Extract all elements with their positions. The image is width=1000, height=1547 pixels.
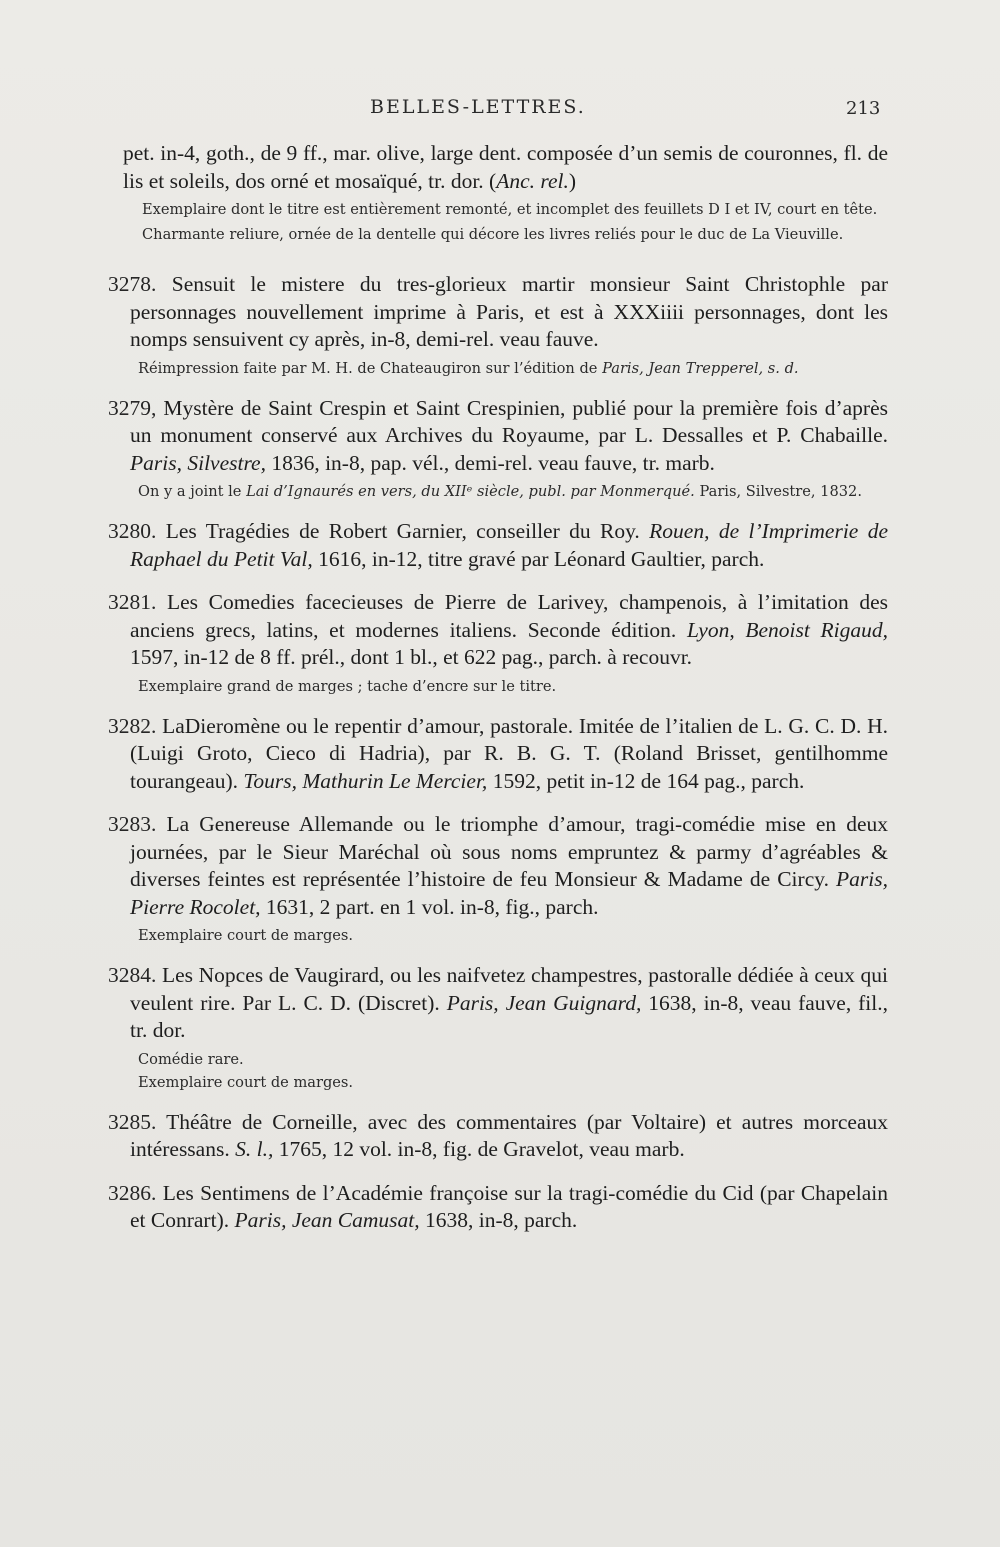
catalogue-entries bbox=[108, 140, 888, 1251]
entry-number: 3279, bbox=[108, 395, 157, 420]
entry-description: 3284. Les Nopces de Vaugirard, ou les naifvetez champestres, pastoralle dédiée à ceux qui veulent rire. Par L. C. D. (Discret). Paris, Jean Guignard, 1638, in-8, veau fauve, fil., tr. dor. bbox=[108, 963, 888, 1042]
entry-number: 3286. bbox=[108, 1180, 157, 1205]
entry-description: 3282. LaDieromène ou le repentir d’amour, pastorale. Imitée de l’italien de L. G. C. D. H. (Luigi Groto, Cieco di Hadria), par R. B. G. T. (Roland Brisset, gentilhomme tourangeau). Tours, Mathurin Le Mercier, 1592, petit in-12 de 164 pag., parch. bbox=[108, 713, 888, 793]
entry-description: 3286. Les Sentimens de l’Académie françoise sur la tragi-comédie du Cid (par Chapelain et Conrart). Paris, Jean Camusat, 1638, in-8, parch. bbox=[108, 1180, 888, 1232]
entry-note: Comédie rare. bbox=[138, 1050, 244, 1068]
entry-description: 3285. Théâtre de Corneille, avec des commentaires (par Voltaire) et autres morceaux intéressans. S. l., 1765, 12 vol. in-8, fig. de Gravelot, veau marb. bbox=[108, 1109, 888, 1161]
entry-number: 3282. bbox=[108, 713, 157, 738]
entry-3286 bbox=[108, 1180, 888, 1235]
entry-note: Charmante reliure, ornée de la dentelle qui décore les livres reliés pour le duc de La Vieuville. bbox=[142, 226, 844, 243]
page-number: 213 bbox=[846, 98, 881, 119]
entry-note: On y a joint le Lai d’Ignaurés en vers, du XIIᵉ siècle, publ. par Monmerqué. Paris, Silvestre, 1832. bbox=[138, 483, 862, 500]
entry-number: 3284. bbox=[108, 963, 157, 987]
entry-description: 3278. Sensuit le mistere du tres-glorieux martir monsieur Saint Christophle par personnages nouvellement imprime à Paris, et est à XXXiiii personnages, dont les nomps sensuivent cy après, in-8, demi-rel. veau fauve. bbox=[108, 272, 888, 351]
entry-3278 bbox=[108, 271, 888, 379]
entry-note: Exemplaire court de marges. bbox=[138, 1073, 354, 1091]
entry-3280 bbox=[108, 518, 888, 573]
entry-number: 3278. bbox=[108, 272, 157, 296]
entry-note: Exemplaire court de marges. bbox=[138, 927, 354, 944]
entry-3285 bbox=[108, 1109, 888, 1164]
page-header bbox=[0, 96, 1000, 126]
entry-number: 3283. bbox=[108, 812, 157, 836]
entry-3284 bbox=[108, 962, 888, 1093]
running-title: BELLES-LETTRES. bbox=[370, 96, 586, 118]
entry-note: Réimpression faite par M. H. de Chateaugiron sur l’édition de Paris, Jean Trepperel, s. d. bbox=[138, 359, 799, 377]
entry-number: 3285. bbox=[108, 1109, 157, 1134]
entry-3283 bbox=[108, 811, 888, 946]
entry-description: pet. in-4, goth., de 9 ff., mar. olive, large dent. composée d’un semis de couronnes, fl. de lis et soleils, dos orné et mosaïqué, tr. dor. (Anc. rel.) bbox=[123, 141, 888, 193]
entry-3279 bbox=[108, 395, 888, 503]
entry-description: 3280. Les Tragédies de Robert Garnier, conseiller du Roy. Rouen, de l’Imprimerie de Raphael du Petit Val, 1616, in-12, titre gravé par Léonard Gaultier, parch. bbox=[108, 519, 888, 571]
entry-3281 bbox=[108, 589, 888, 697]
entry-continued bbox=[108, 140, 888, 245]
entry-number: 3280. bbox=[108, 519, 157, 543]
entry-description: 3283. La Genereuse Allemande ou le triomphe d’amour, tragi-comédie mise en deux journées, par le Sieur Maréchal où sous noms empruntez & parmy d’agréables & diverses feintes est représentée l’histoire de feu Monsieur & Madame de Circy. Paris, Pierre Rocolet, 1631, 2 part. en 1 vol. in-8, fig., parch. bbox=[108, 812, 888, 919]
entry-description: 3281. Les Comedies facecieuses de Pierre de Larivey, champenois, à l’imitation des anciens grecs, latins, et modernes italiens. Seconde édition. Lyon, Benoist Rigaud, 1597, in-12 de 8 ff. prél., dont 1 bl., et 622 pag., parch. à recouvr. bbox=[108, 590, 888, 669]
entry-note: Exemplaire grand de marges ; tache d’encre sur le titre. bbox=[138, 677, 557, 695]
entry-note: Exemplaire dont le titre est entièrement remonté, et incomplet des feuillets D I et IV, court en tête. bbox=[142, 201, 878, 218]
entry-description: 3279, Mystère de Saint Crespin et Saint Crespinien, publié pour la première fois d’après un monument conservé aux Archives du Royaume, par L. Dessalles et P. Chabaille. Paris, Silvestre, 1836, in-8, pap. vél., demi-rel. veau fauve, tr. marb. bbox=[108, 395, 888, 475]
entry-number: 3281. bbox=[108, 590, 157, 614]
entry-3282 bbox=[108, 713, 888, 796]
